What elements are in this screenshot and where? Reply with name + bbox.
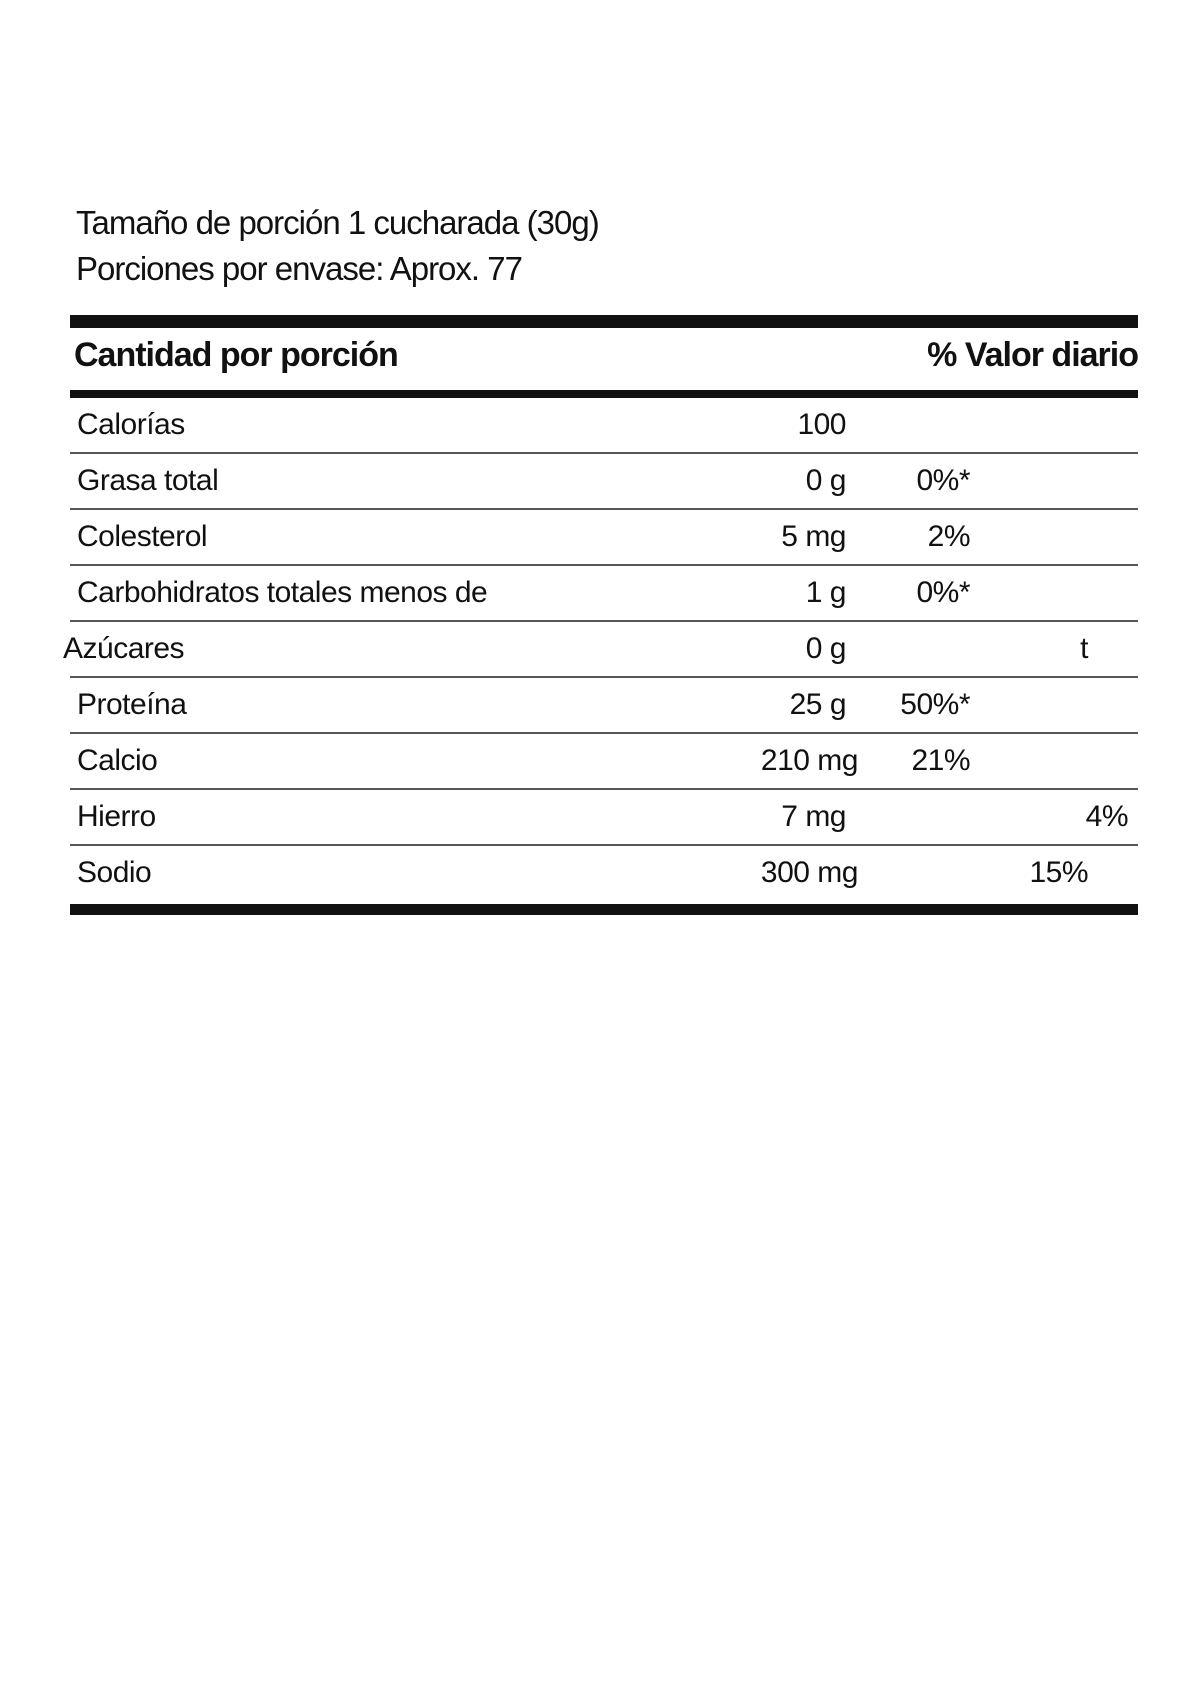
nutrient-row-calcium	[70, 734, 1138, 790]
nutrition-label	[63, 200, 1138, 915]
nutrient-name: Calcio	[77, 744, 158, 777]
nutrient-daily-value: 50%*	[900, 688, 970, 721]
nutrient-amount: 1 g	[805, 576, 846, 609]
nutrient-row-carbohydrates	[70, 566, 1138, 622]
daily-value-heading: % Valor diario	[927, 336, 1138, 374]
nutrient-name: Colesterol	[77, 520, 208, 553]
amount-per-serving-heading: Cantidad por porción	[74, 336, 398, 374]
nutrient-row-sugars	[63, 622, 1138, 678]
nutrient-row-calories	[70, 398, 1138, 454]
nutrient-daily-value: t	[1080, 632, 1088, 665]
table-header	[70, 328, 1138, 390]
nutrient-row-total-fat	[70, 454, 1138, 510]
servings-per-container: Porciones por envase: Aprox. 77	[76, 250, 522, 287]
nutrient-name: Proteína	[77, 688, 187, 721]
nutrient-amount: 300 mg	[760, 856, 858, 889]
nutrient-name: Sodio	[77, 856, 152, 889]
nutrient-amount: 100	[797, 408, 846, 441]
nutrient-rows	[63, 398, 1138, 900]
nutrient-daily-value: 0%*	[916, 464, 970, 497]
nutrient-amount: 0 g	[805, 464, 846, 497]
serving-size: Tamaño de porción 1 cucharada (30g)	[76, 204, 599, 241]
nutrient-daily-value: 4%	[1085, 800, 1128, 833]
top-thick-divider	[70, 315, 1138, 328]
nutrient-amount: 0 g	[805, 632, 846, 665]
nutrient-name: Carbohidratos totales menos de	[77, 576, 488, 609]
nutrient-row-cholesterol	[70, 510, 1138, 566]
nutrient-row-iron	[70, 790, 1138, 846]
nutrient-name: Hierro	[77, 800, 156, 833]
nutrient-amount: 5 mg	[781, 520, 846, 553]
nutrient-name: Azúcares	[63, 632, 185, 665]
nutrient-row-sodium	[70, 846, 1138, 900]
nutrient-daily-value: 2%	[927, 520, 970, 553]
nutrient-row-protein	[70, 678, 1138, 734]
nutrient-name: Grasa total	[77, 464, 219, 497]
nutrient-amount: 7 mg	[781, 800, 846, 833]
header-divider	[70, 390, 1138, 398]
nutrient-amount: 25 g	[789, 688, 846, 721]
nutrient-name: Calorías	[77, 408, 185, 441]
bottom-thick-divider	[70, 904, 1138, 915]
nutrient-daily-value: 0%*	[916, 576, 970, 609]
nutrient-daily-value: 15%	[1029, 856, 1088, 889]
nutrient-amount: 210 mg	[760, 744, 858, 777]
nutrient-daily-value: 21%	[911, 744, 970, 777]
